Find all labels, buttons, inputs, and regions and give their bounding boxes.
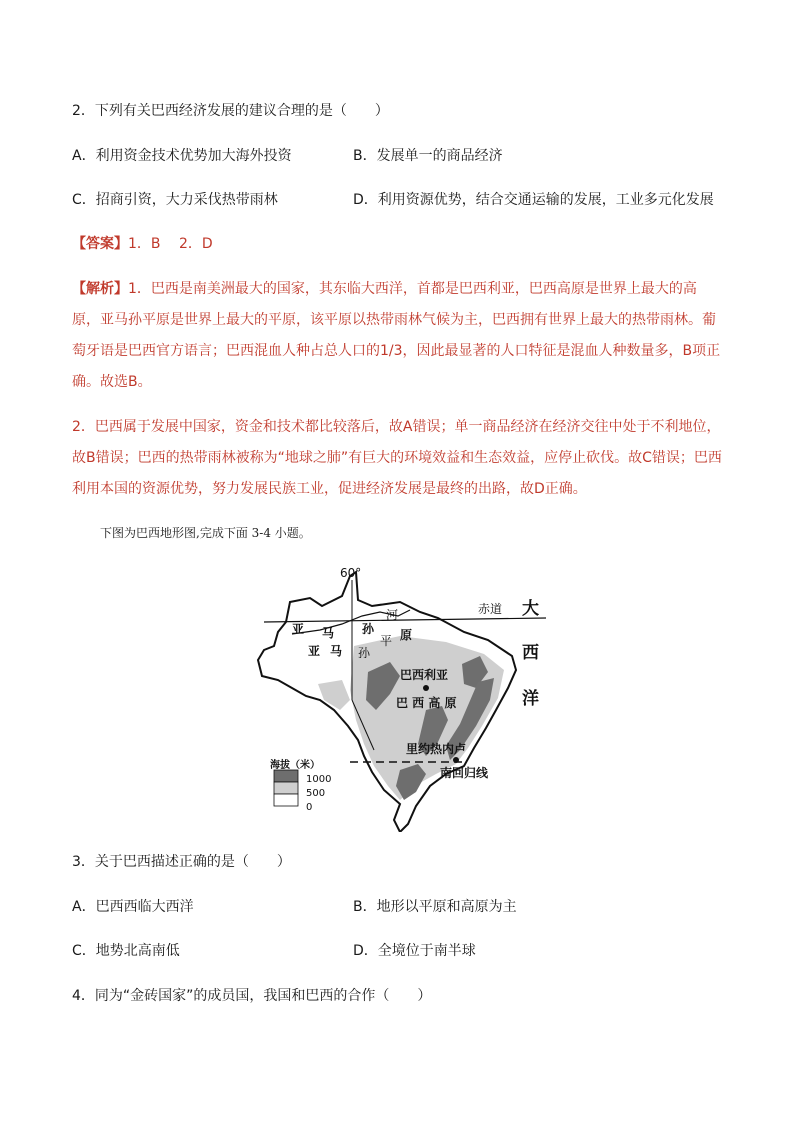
- river-label: 河: [386, 608, 399, 622]
- amazon-label-4: 平: [380, 634, 393, 648]
- q3-option-a: A．巴西西临大西洋: [72, 899, 194, 915]
- q2-stem: 2．下列有关巴西经济发展的建议合理的是（ ）: [72, 103, 389, 119]
- plateau-label: 巴 西 高 原: [396, 696, 457, 710]
- rio-label: 里约热内卢: [406, 742, 467, 756]
- analysis-paragraph-1: [72, 274, 722, 398]
- amazon-label-2: 马: [322, 626, 335, 640]
- rio-dot: [453, 757, 459, 763]
- legend-title: 海拔（米）: [270, 760, 320, 771]
- legend-swatch-500: [274, 782, 298, 794]
- legend-swatch-0: [274, 794, 298, 806]
- legend-swatch-1000: [274, 770, 298, 782]
- q3-option-c: C．地势北高南低: [72, 943, 180, 959]
- brazil-terrain-map: [250, 560, 550, 832]
- amazon-label-7: 马: [330, 644, 343, 658]
- meridian-label: 60°: [340, 566, 362, 580]
- q2-option-b: B．发展单一的商品经济: [353, 148, 503, 164]
- q4-stem: 4．同为“金砖国家”的成员国，我国和巴西的合作（ ）: [72, 988, 432, 1004]
- ocean-char-1: 大: [522, 599, 539, 619]
- q2-option-a: A．利用资金技术优势加大海外投资: [72, 148, 292, 164]
- capital-label: 巴西利亚: [400, 668, 449, 682]
- q2-option-c: C．招商引资，大力采伐热带雨林: [72, 192, 278, 208]
- amazon-label-6: 亚: [308, 644, 321, 658]
- answer-text: 1．B 2．D: [128, 236, 213, 252]
- q3-option-b: B．地形以平原和高原为主: [353, 899, 517, 915]
- tropic-label: 南回归线: [440, 766, 489, 780]
- legend-500: 500: [306, 788, 326, 799]
- equator-label: 赤道: [478, 602, 503, 616]
- ocean-char-2: 西: [522, 643, 539, 663]
- brasilia-dot: [423, 685, 429, 691]
- analysis-tag: 【解析】: [72, 281, 128, 297]
- analysis-p1-text: 1．巴西是南美洲最大的国家，其东临大西洋，首都是巴西利亚，巴西高原是世界上最大的高原，亚马孙平原是世界上最大的平原，该平原以热带雨林气候为主，巴西拥有世界上最大的热带雨林。葡萄牙语是巴西官方语言；巴西混血人种占总人口的1/3，因此最显著的人口特征是混血人种数量多，B项正确。故选B。: [72, 281, 721, 390]
- q3-option-d: D．全境位于南半球: [353, 943, 476, 959]
- legend-0: 0: [306, 802, 313, 813]
- amazon-label-3: 孙: [362, 622, 375, 636]
- answer-line: [72, 234, 213, 254]
- analysis-paragraph-2: 2．巴西属于发展中国家，资金和技术都比较落后，故A错误；单一商品经济在经济交往中处于不利地位，故B错误；巴西的热带雨林被称为“地球之肺”有巨大的环境效益和生态效益，应停止砍伐。故C错误；巴西利用本国的资源优势，努力发展民族工业，促进经济发展是最终的出路，故D正确。: [72, 419, 722, 497]
- map-caption: 下图为巴西地形图,完成下面 3-4 小题。: [100, 526, 311, 540]
- q3-stem: 3．关于巴西描述正确的是（ ）: [72, 854, 291, 870]
- amazon-label-8: 孙: [358, 646, 371, 660]
- ocean-char-3: 洋: [522, 689, 539, 709]
- amazon-label-1: 亚: [292, 622, 305, 636]
- q2-option-d: D．利用资源优势，结合交通运输的发展，工业多元化发展: [353, 192, 714, 208]
- legend-1000: 1000: [306, 774, 332, 785]
- amazon-label-5: 原: [400, 628, 413, 642]
- answer-tag: 【答案】: [72, 236, 128, 252]
